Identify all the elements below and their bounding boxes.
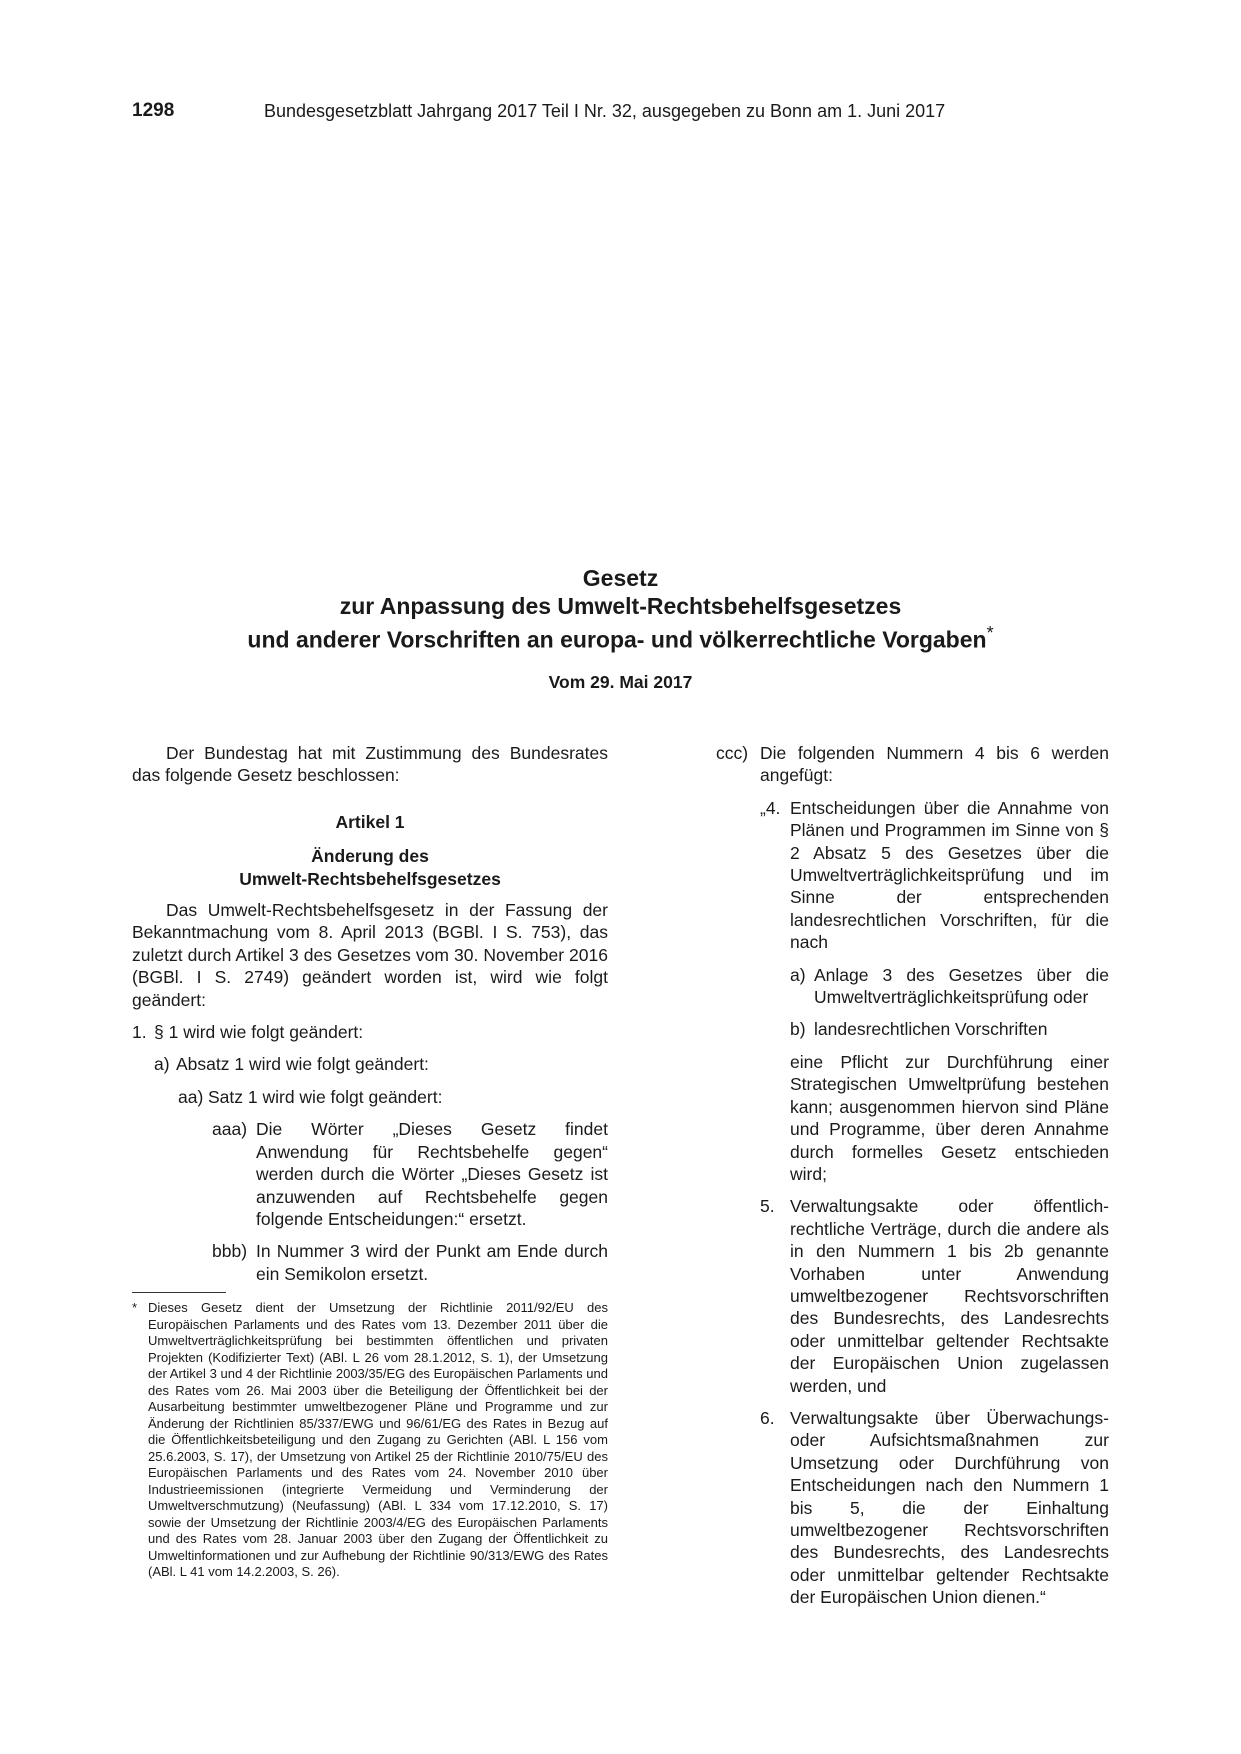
list-label: bbb) — [212, 1241, 248, 1262]
list-label: b) — [790, 1019, 806, 1040]
list-text: Die Wörter „Dieses Gesetz findet Anwendung für Rechtsbehelfe gegen“ werden durch die Wörter „Dieses Gesetz ist anzuwenden auf Rechtsbehelfe gegen folgende Entscheidungen:“ ersetzt. — [256, 1119, 608, 1229]
list-text: landesrechtlichen Vorschriften — [814, 1019, 1048, 1040]
page-number: 1298 — [132, 100, 175, 121]
law-date: Vom 29. Mai 2017 — [548, 672, 693, 692]
left-column — [132, 742, 608, 1285]
footnote-mark: * — [132, 1300, 138, 1315]
list-item-4 — [760, 797, 1109, 954]
list-item-4b — [790, 1018, 1109, 1040]
footnote-text: Dieses Gesetz dient der Umsetzung der Richtlinie 2011/92/EU des Europäischen Parlaments und des Rates vom 13. Dezember 2011 über die Umweltverträglichkeitsprüfung bei bestimmten öffentlichen und privaten Projekten (Kodifizierter Text) (ABl. L 26 vom 28.1.2012, S. 1), der Umsetzung der Artikel 3 und 4 der Richtlinie 2003/35/EG des Europäischen Parlaments und des Rates vom 26. Mai 2003 über die Beteiligung der Öffentlichkeit bei der Ausarbeitung bestimmter umweltbezogener Pläne und Programme und zur Änderung der Richtlinien 85/337/EWG und 96/61/EG des Rates in Bezug auf die Öffentlichkeitsbeteiligung und den Zugang zu Gerichten (ABl. L 156 vom 25.6.2003, S. 17), der Umsetzung von Artikel 25 der Richtlinie 2010/75/EU des Europäischen Parlaments und des Rates vom 24. November 2010 über Industrieemissionen (integrierte Vermeidung und Verminderung der Umweltverschmutzung) (Neufassung) (ABl. L 334 vom 17.12.2010, S. 17) sowie der Umsetzung der Richtlinie 2003/4/EG des Europäischen Parlaments und des Rates vom 28. Januar 2003 über den Zugang der Öffentlichkeit zu Umweltinformationen und zur Aufhebung der Richtlinie 90/313/EWG des Rates (ABl. L 41 vom 14.2.2003, S. 26). — [148, 1300, 608, 1579]
list-text: Die folgenden Nummern 4 bis 6 werden angefügt: — [760, 743, 1109, 786]
enacting-clause: Der Bundestag hat mit Zustimmung des Bundesrates das folgende Gesetz beschlossen: — [132, 743, 608, 786]
list-item-a — [154, 1053, 608, 1075]
list-text: Satz 1 wird wie folgt geändert: — [208, 1086, 443, 1107]
list-text: § 1 wird wie folgt geändert: — [154, 1022, 364, 1043]
title-line-2: zur Anpassung des Umwelt-Rechtsbehelfsgesetzes — [339, 592, 902, 619]
list-item-bbb — [212, 1240, 608, 1285]
list-label: 5. — [760, 1196, 775, 1217]
footnote-entry — [132, 1300, 608, 1581]
article-heading: Artikel 1 — [335, 811, 405, 832]
list-label: 6. — [760, 1407, 775, 1428]
title-footnote-mark: * — [986, 623, 994, 643]
list-label: 1. — [132, 1022, 147, 1043]
article-title-line-1: Änderung des — [311, 846, 429, 867]
footnote-divider — [132, 1292, 226, 1293]
list-label: ccc) — [716, 743, 749, 763]
list-item-aaa — [212, 1118, 608, 1230]
list-text: Anlage 3 des Gesetzes über die Umweltverträglichkeitsprüfung oder — [814, 964, 1109, 1008]
list-item-6 — [760, 1407, 1109, 1609]
list-item-4a — [790, 964, 1109, 1009]
list-text: Entscheidungen über die Annahme von Plänen und Programmen im Sinne von § 2 Absatz 5 des Gesetzes über die Umweltverträglichkeitsprüfung und im Sinne der entsprechenden landesrechtlichen Vorschriften, für die nach — [790, 797, 1109, 953]
list-text: Verwaltungsakte oder öffentlich-rechtliche Verträge, durch die andere als in den Nummern 1 bis 2b genannte Vorhaben unter Anwendung umweltbezogener Rechtsvorschriften des Bundesrechts, des Landesrechts oder unmittelbar geltender Rechtsakte der Europäischen Union zugelassen werden, und — [790, 1196, 1109, 1396]
publication-source: Bundesgesetzblatt Jahrgang 2017 Teil I Nr. 32, ausgegeben zu Bonn am 1. Juni 2017 — [264, 101, 946, 121]
list-label: „4. — [760, 797, 781, 818]
article-title-line-2: Umwelt-Rechtsbehelfsgesetzes — [239, 868, 501, 889]
title-line-3-text: und anderer Vorschriften an europa- und völkerrechtliche Vorgaben — [247, 626, 987, 653]
list-item-ccc — [716, 742, 1109, 787]
list-label: a) — [154, 1054, 170, 1075]
running-header — [132, 100, 946, 122]
list-label: aa) — [178, 1086, 204, 1107]
list-item-aa — [178, 1086, 608, 1108]
list-label: aaa) — [212, 1119, 248, 1140]
article-intro: Das Umwelt-Rechtsbehelfsgesetz in der Fassung der Bekanntmachung vom 8. April 2013 (BGBl. I S. 753), das zuletzt durch Artikel 3 des Gesetzes vom 30. November 2016 (BGBl. I S. 2749) geändert worden ist, wird wie folgt geändert: — [132, 900, 608, 1010]
item-4-continuation: eine Pflicht zur Durchführung einer Strategischen Umweltprüfung bestehen kann; ausgenommen hiervon sind Pläne und Programme, über deren Annahme durch formelles Gesetz entschieden wird; — [790, 1051, 1109, 1184]
list-label: a) — [790, 964, 806, 985]
right-column — [716, 742, 1109, 1609]
footnote — [132, 1300, 608, 1581]
list-text: In Nummer 3 wird der Punkt am Ende durch ein Semikolon ersetzt. — [256, 1241, 608, 1284]
list-text: Absatz 1 wird wie folgt geändert: — [176, 1054, 429, 1075]
list-text: Verwaltungsakte über Überwachungs- oder Aufsichtsmaßnahmen zur Umsetzung oder Durchführung von Entscheidungen nach den Nummern 1 bis 5, die der Einhaltung umweltbezogener Rechtsvorschriften des Bundesrechts, des Landesrechts oder unmittelbar geltender Rechtsakte der Europäischen Union dienen.“ — [790, 1407, 1109, 1608]
list-item-1 — [132, 1021, 608, 1043]
list-item-5 — [760, 1195, 1109, 1397]
title-line-3 — [0, 620, 1241, 654]
title-line-1: Gesetz — [582, 565, 659, 591]
law-title — [0, 565, 1241, 654]
